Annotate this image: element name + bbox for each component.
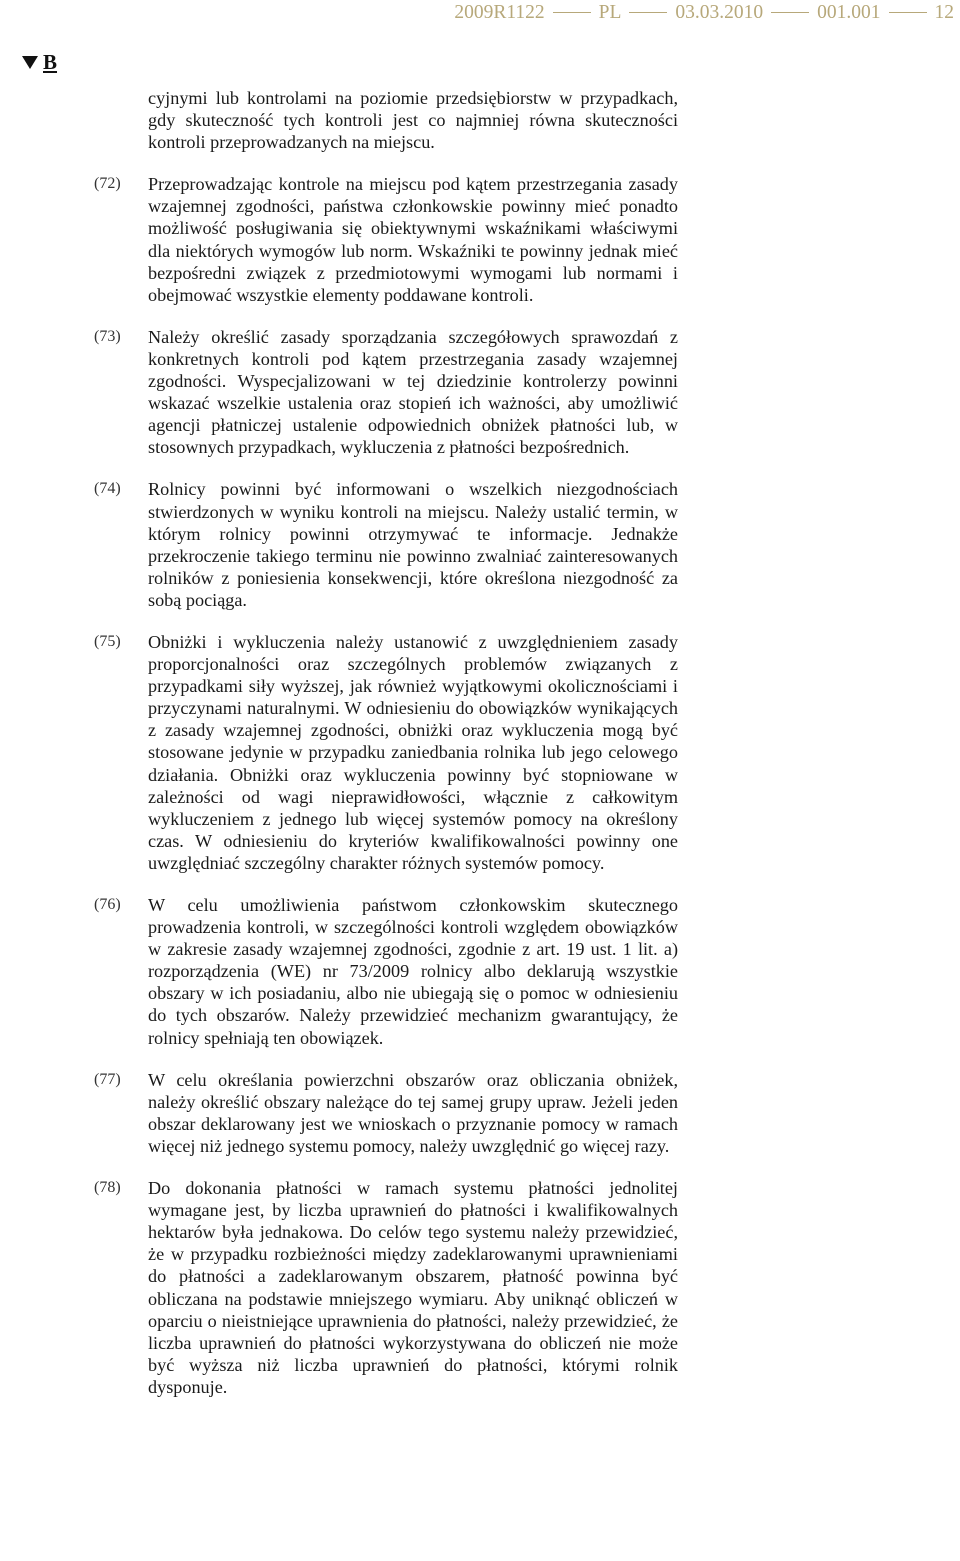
recital-text: W celu określania powierzchni obszarów oraz obliczania obniżek, należy określić obszary należące do tej samej grupy upraw. Jeżeli jeden obszar deklarowany jest we wnioskach o przyznanie pomocy w ramach więcej niż jednego systemu pomocy, należy uwzględnić go więcej razy. <box>148 1069 678 1156</box>
recital-text: Obniżki i wykluczenia należy ustanowić z uwzględnieniem zasady proporcjonalności oraz szczególnych problemów związanych z przypadkami siły wyższej, jak również wyjątkowymi okolicznościami i przyczynami naturalnymi. W odniesieniu do obowiązków wynikających z zasady wzajemnej zgodności, obniżki oraz wykluczenia mogą być stosowane jedynie w przypadku zaniedbania rolnika lub jego celowego działania. Obniżki oraz wykluczenia powinny być stopniowane w zależności od wagi nieprawidłowości, włącznie z całkowitym wykluczeniem z jednego lub więcej systemów pomocy na określony czas. W odniesieniu do kryteriów kwalifikowalności powinny one uwzględniać szczególny charakter różnych systemów pomocy. <box>148 631 678 873</box>
recital-text: Rolnicy powinni być informowani o wszelkich niezgodnościach stwierdzonych w wyniku kontroli na miejscu. Należy ustalić termin, w którym rolnicy powinni otrzymywać te informacje. Jednakże przekroczenie takiego terminu nie powinno zwalniać zainteresowanych rolników z poniesienia konsekwencji, które określona niezgodność za sobą pociąga. <box>148 479 678 610</box>
document-language: PL <box>598 2 622 23</box>
recital <box>0 631 960 874</box>
document-version: 001.001 <box>817 2 881 23</box>
document-date: 03.03.2010 <box>675 2 764 23</box>
header-separator <box>889 12 927 13</box>
amendment-marker-letter: B <box>43 50 58 74</box>
recital <box>0 478 960 611</box>
recital-number: (72) <box>94 175 121 193</box>
page-number: 12 <box>934 2 954 23</box>
header-separator <box>629 12 667 13</box>
recital-number: (74) <box>94 480 121 498</box>
recital <box>0 1177 960 1398</box>
recital-number: (77) <box>94 1070 121 1088</box>
recital-text: W celu umożliwienia państwom członkowskim skutecznego prowadzenia kontroli, w szczególności kontroli względem obowiązków w zakresie zasady wzajemnej zgodności, zgodnie z art. 19 ust. 1 lit. a) rozporządzenia (WE) nr 73/2009 rolnicy albo deklarują wszystkie obszary w ich posiadaniu, albo nie ubiegają się o pomoc w odniesieniu do tych obszarów. Należy przewidzieć mechanizm gwarantujący, że rolnicy spełniają ten obowiązek. <box>148 895 678 1048</box>
recital-number: (73) <box>94 327 121 345</box>
recital <box>0 173 960 306</box>
recital-text: cyjnymi lub kontrolami na poziomie przedsiębiorstw w przypadkach, gdy skuteczność tych kontroli jest co najmniej równa skuteczności kontroli przeprowadzanych na miejscu. <box>148 88 678 153</box>
header-separator <box>771 12 809 13</box>
page-header <box>454 0 954 26</box>
document-body <box>0 87 960 1418</box>
recital-text: Do dokonania płatności w ramach systemu płatności jednolitej wymagane jest, by liczba uprawnień do płatności i kwalifikowalnych hektarów była jednakowa. Do celów tego systemu należy przewidzieć, że w przypadku rozbieżności między zadeklarowanymi uprawnieniami do płatności a zadeklarowanym obszarem, płatność powinna być obliczana na podstawie mniejszego wymiaru. Aby uniknąć obliczeń w oparciu o nieistniejące uprawnienia do płatności, należy przewidzieć, że liczba uprawnień do płatności wykorzystywana do obliczeń nie może być wyższa niż liczba uprawnień do płatności, którymi rolnik dysponuje. <box>148 1178 678 1397</box>
recital <box>0 1069 960 1157</box>
recital-text: Należy określić zasady sporządzania szczegółowych sprawozdań z konkretnych kontroli pod kątem przestrzegania zasady wzajemnej zgodności. Wyspecjalizowani w tej dziedzinie kontrolerzy powinni wskazać wszelkie ustalenia oraz stopień ich ważności, aby umożliwić agencji płatniczej ustalenie odpowiednich obniżek płatności lub, w stosownych przypadkach, wykluczenia z płatności bezpośrednich. <box>148 326 678 458</box>
recital-number: (75) <box>94 632 121 650</box>
triangle-down-icon <box>22 56 38 69</box>
recital <box>0 326 960 459</box>
recital-number: (78) <box>94 1179 121 1197</box>
recital-number <box>0 87 148 153</box>
recital-text: Przeprowadzając kontrole na miejscu pod kątem przestrzegania zasady wzajemnej zgodności, państwa członkowskie powinny mieć ponadto możliwość posługiwania się obiektywnymi wskaźnikami właściwymi dla niektórych wymogów lub norm. Wskaźniki te powinny jednak mieć bezpośredni związek z przedmiotowymi wymogami lub normami i obejmować wszystkie elementy poddawane kontroli. <box>148 174 678 305</box>
recital <box>0 894 960 1049</box>
document-code: 2009R1122 <box>454 2 545 23</box>
amendment-marker <box>22 50 57 75</box>
header-separator <box>553 12 591 13</box>
recital-continuation <box>0 87 960 153</box>
recital-number: (76) <box>94 896 121 913</box>
